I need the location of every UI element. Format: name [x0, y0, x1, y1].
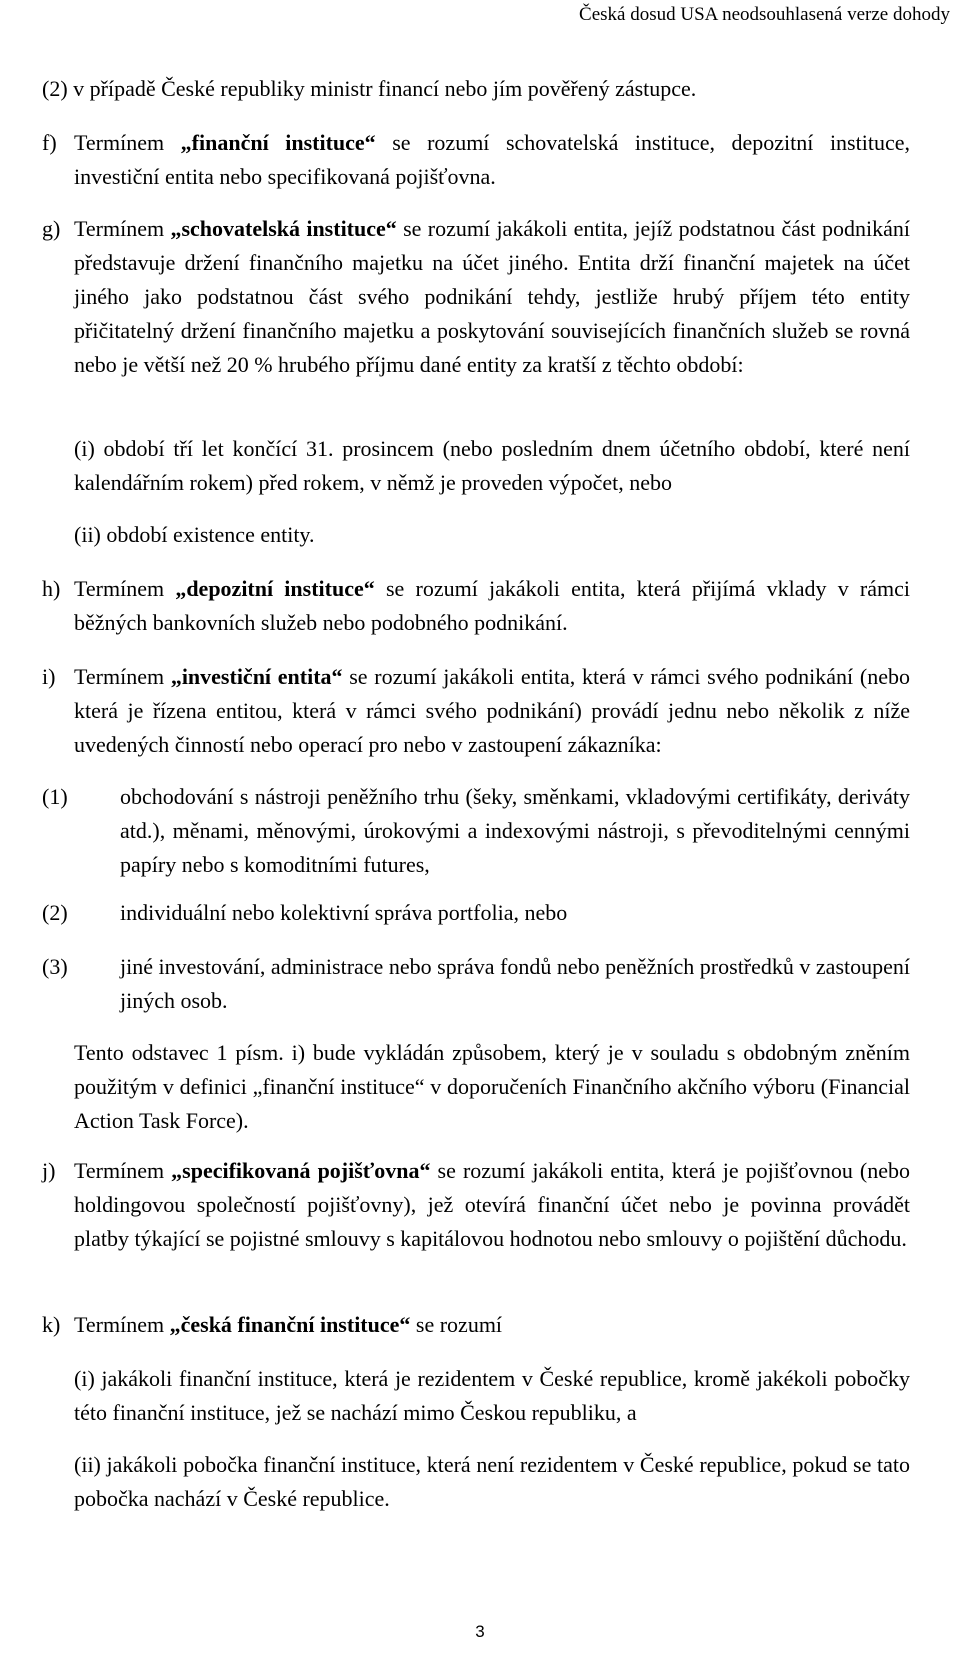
clause-f-post: se rozumí schovatelská instituce, depozitní instituce, investiční entita nebo specifikovaná pojišťovna. [74, 130, 910, 189]
clause-k-label: k) [42, 1312, 61, 1337]
running-header: Česká dosud USA neodsouhlasená verze dohody [579, 4, 950, 25]
clause-f-label: f) [42, 130, 57, 155]
term-ceska-financni-instituce: „česká finanční instituce“ [169, 1312, 411, 1337]
clause-g-sub-ii: (ii) období existence entity. [74, 522, 315, 547]
clause-g-pre: Termínem [74, 216, 171, 241]
clause-k-pre: Termínem [74, 1312, 170, 1337]
clause-i-note: Tento odstavec 1 písm. i) bude vykládán způsobem, který je v souladu s obdobným zněním použitým v definici „finanční instituce“ v doporučeních Finančního akčního výboru (Financial Action Task Force). [74, 1040, 910, 1133]
clause-i-label: i) [42, 664, 56, 689]
clause-h-pre: Termínem [74, 576, 176, 601]
term-depozitni-instituce: „depozitní instituce“ [175, 576, 375, 601]
list-item-number: (1) [42, 784, 68, 809]
term-financni-instituce: „finanční instituce“ [180, 130, 376, 155]
clause-h-label: h) [42, 576, 61, 601]
clause-k-sub-i: (i) jakákoli finanční instituce, která je rezidentem v České republice, kromě jakékoli pobočky této finanční instituce, jež se nachází mimo Českou republiku, a [74, 1366, 910, 1425]
clause-k-text [74, 1308, 910, 1342]
clause-f-text [74, 126, 910, 194]
clause-f-pre: Termínem [74, 130, 181, 155]
clause-i-text [74, 660, 910, 762]
clause-g-label: g) [42, 216, 61, 241]
clause-h-text [74, 572, 910, 640]
clause-g-sub-i: (i) období tří let končící 31. prosincem (nebo posledním dnem účetního období, které není kalendářním rokem) před rokem, v němž je proveden výpočet, nebo [74, 436, 910, 495]
clause-g-post: se rozumí jakákoli entita, jejíž podstatnou část podnikání představuje držení finančního majetku na účet jiného. Entita drží finanční majetek na účet jiného jako podstatnou část svého podnikání tehdy, jestliže hrubý příjem této entity přičitatelný držení finančního majetku a poskytování souvisejících finančních služeb se rovná nebo je větší než 20 % hrubého příjmu dané entity za kratší z těchto období: [74, 216, 910, 377]
clause-j-pre: Termínem [74, 1158, 172, 1183]
list-item-text: obchodování s nástroji peněžního trhu (šeky, směnkami, vkladovými certifikáty, deriváty atd.), měnami, měnovými, úrokovými a indexovými nástroji, s převoditelnými cennými papíry nebo s komoditními futures, [120, 784, 910, 877]
clause-i-pre: Termínem [74, 664, 171, 689]
clause-j-text [74, 1154, 910, 1256]
term-schovatelska-instituce: „schovatelská instituce“ [170, 216, 397, 241]
clause-i-post: se rozumí jakákoli entita, která v rámci svého podnikání (nebo která je řízena entitou, která v rámci svého podnikání) provádí jednu nebo několik z níže uvedených činností nebo operací pro nebo v zastoupení zákazníka: [74, 664, 910, 757]
clause-k-post: se rozumí [410, 1312, 503, 1337]
list-item-number: (3) [42, 954, 68, 979]
list-item-text: individuální nebo kolektivní správa portfolia, nebo [120, 900, 568, 925]
clause-k-sub-ii: (ii) jakákoli pobočka finanční instituce, která není rezidentem v České republice, pokud se tato pobočka nachází v České republice. [74, 1452, 910, 1511]
clause-g-text [74, 212, 910, 382]
clause-h-post: se rozumí jakákoli entita, která přijímá vklady v rámci běžných bankovních služeb nebo podobného podnikání. [74, 576, 910, 635]
page-number: 3 [475, 1622, 485, 1641]
term-specifikovana-pojistovna: „specifikovaná pojišťovna“ [171, 1158, 431, 1183]
clause-j-post: se rozumí jakákoli entita, která je pojišťovnou (nebo holdingovou společností pojišťovny), jež otevírá finanční účet nebo je povinna provádět platby týkající se pojistné smlouvy s kapitálovou hodnotou nebo smlouvy o pojištění důchodu. [74, 1158, 910, 1251]
list-item-number: (2) [42, 900, 68, 925]
list-item-text: jiné investování, administrace nebo správa fondů nebo peněžních prostředků v zastoupení jiných osob. [120, 954, 910, 1013]
term-investicni-entita: „investiční entita“ [170, 664, 343, 689]
clause-e-item-2: (2) v případě České republiky ministr financí nebo jím pověřený zástupce. [42, 76, 697, 101]
clause-j-label: j) [42, 1158, 56, 1183]
